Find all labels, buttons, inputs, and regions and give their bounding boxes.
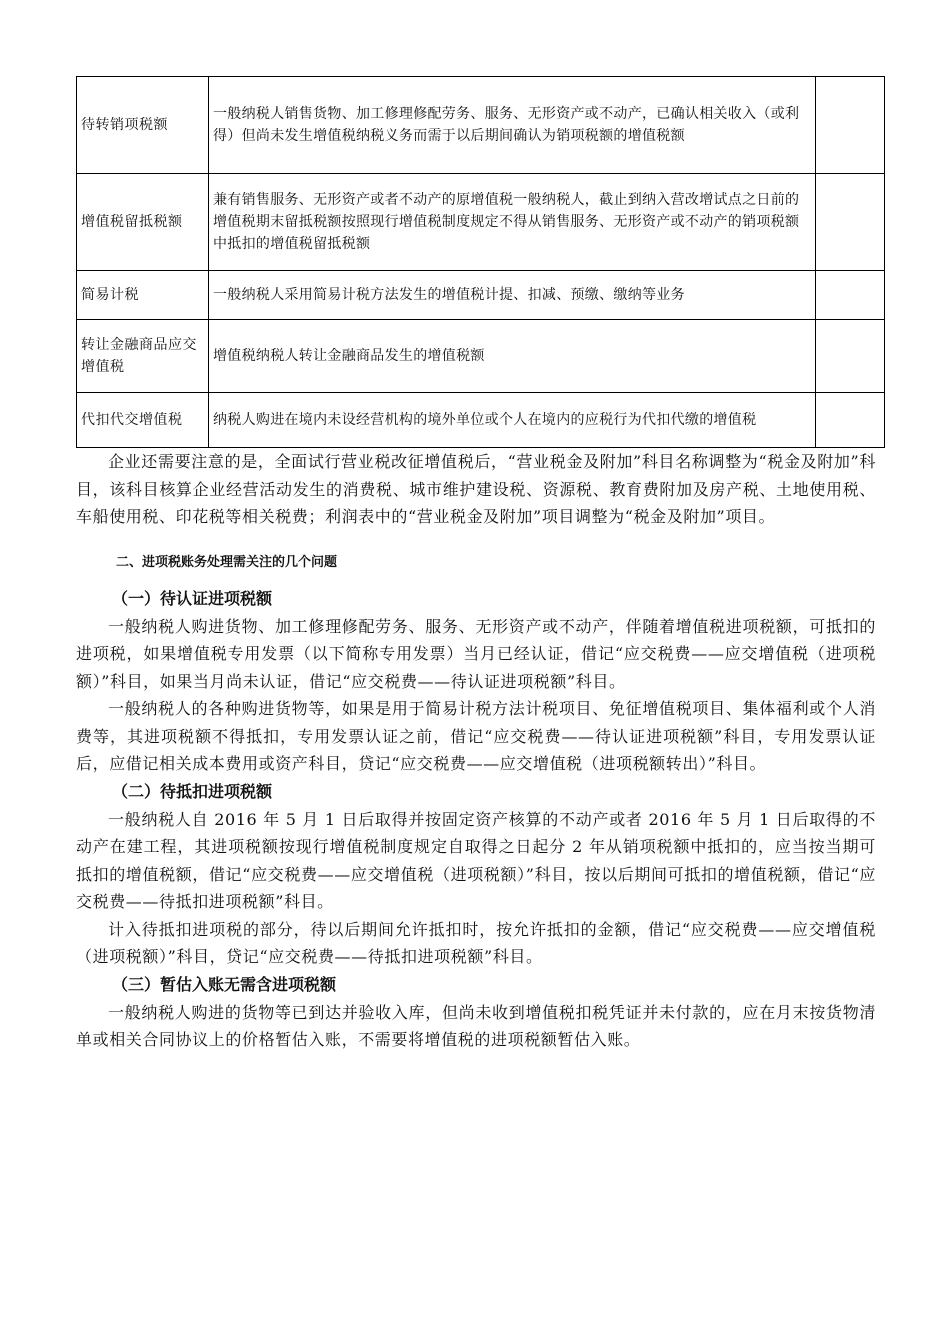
body-paragraph: 一般纳税人购进的货物等已到达并验收入库，但尚未收到增值税扣税凭证并未付款的，应在月末按货物清单或相关合同协议上的价格暂估入账，不需要将增值税的进项税额暂估入账。	[76, 1002, 876, 1049]
table-row	[77, 320, 885, 393]
body-paragraph: 一般纳税人的各种购进货物等，如果是用于简易计税方法计税项目、免征增值税项目、集体福利或个人消费等，其进项税额不得抵扣，专用发票认证之前，借记“应交税费——待认证进项税额”科目，专用发票认证后，应借记相关成本费用或资产科目，贷记“应交税费——应交增值税（进项税额转出）”科目。	[76, 699, 876, 773]
account-name-cell: 代扣代交增值税	[77, 393, 209, 448]
empty-cell	[816, 393, 885, 448]
table-row	[77, 77, 885, 174]
table-row	[77, 174, 885, 271]
intro-paragraph: 企业还需要注意的是，全面试行营业税改征增值税后，“营业税金及附加”科目名称调整为“税金及附加”科目，该科目核算企业经营活动发生的消费税、城市维护建设税、资源税、教育费附加及房产税、土地使用税、车船使用税、印花税等相关税费；利润表中的“营业税金及附加”项目调整为“税金及附加”项目。	[76, 452, 876, 526]
account-name-cell: 简易计税	[77, 271, 209, 320]
account-desc-cell: 增值税纳税人转让金融商品发生的增值税额	[209, 320, 816, 393]
table-row	[77, 393, 885, 448]
document-page	[76, 76, 876, 1054]
body-paragraph: 一般纳税人自 2016 年 5 月 1 日后取得并按固定资产核算的不动产或者 2016 年 5 月 1 日后取得的不动产在建工程，其进项税额按现行增值税制度规定自取得之日起分 2 年从销项税额中抵扣的，应当按当期可抵扣的增值税额，借记“应交税费——应交增值税（进项税额）”科目，按以后期间可抵扣的增值税额，借记“应交税费——待抵扣进项税额”科目。	[76, 809, 876, 911]
body-paragraph: 一般纳税人购进货物、加工修理修配劳务、服务、无形资产或不动产，伴随着增值税进项税额，可抵扣的进项税，如果增值税专用发票（以下简称专用发票）当月已经认证，借记“应交税费——应交增值税（进项税额）”科目，如果当月尚未认证，借记“应交税费——待认证进项税额”科目。	[76, 616, 876, 691]
empty-cell	[816, 320, 885, 393]
table-row	[77, 271, 885, 320]
subsection-title: （二）待抵扣进项税额	[112, 781, 273, 801]
empty-cell	[816, 174, 885, 271]
account-desc-cell: 一般纳税人采用简易计税方法发生的增值税计提、扣减、预缴、缴纳等业务	[209, 271, 816, 320]
account-desc-cell: 一般纳税人销售货物、加工修理修配劳务、服务、无形资产或不动产，已确认相关收入（或利得）但尚未发生增值税纳税义务而需于以后期间确认为销项税额的增值税额	[209, 77, 816, 174]
account-desc-cell: 纳税人购进在境内未设经营机构的境外单位或个人在境内的应税行为代扣代缴的增值税	[209, 393, 816, 448]
empty-cell	[816, 271, 885, 320]
body-paragraph: 计入待抵扣进项税的部分，待以后期间允许抵扣时，按允许抵扣的金额，借记“应交税费——应交增值税（进项税额）”科目，贷记“应交税费——待抵扣进项税额”科目。	[76, 919, 876, 966]
section-title: 二、进项税账务处理需关注的几个问题	[116, 554, 338, 570]
account-name-cell: 待转销项税额	[77, 77, 209, 174]
subsection-title: （三）暂估入账无需含进项税额	[112, 974, 337, 994]
account-table	[76, 76, 885, 448]
subsection-title: （一）待认证进项税额	[112, 588, 273, 608]
empty-cell	[816, 77, 885, 174]
account-name-cell: 增值税留抵税额	[77, 174, 209, 271]
account-desc-cell: 兼有销售服务、无形资产或者不动产的原增值税一般纳税人，截止到纳入营改增试点之日前的增值税期末留抵税额按照现行增值税制度规定不得从销售服务、无形资产或不动产的销项税额中抵扣的增值税留抵税额	[209, 174, 816, 271]
account-name-cell: 转让金融商品应交增值税	[77, 320, 209, 393]
